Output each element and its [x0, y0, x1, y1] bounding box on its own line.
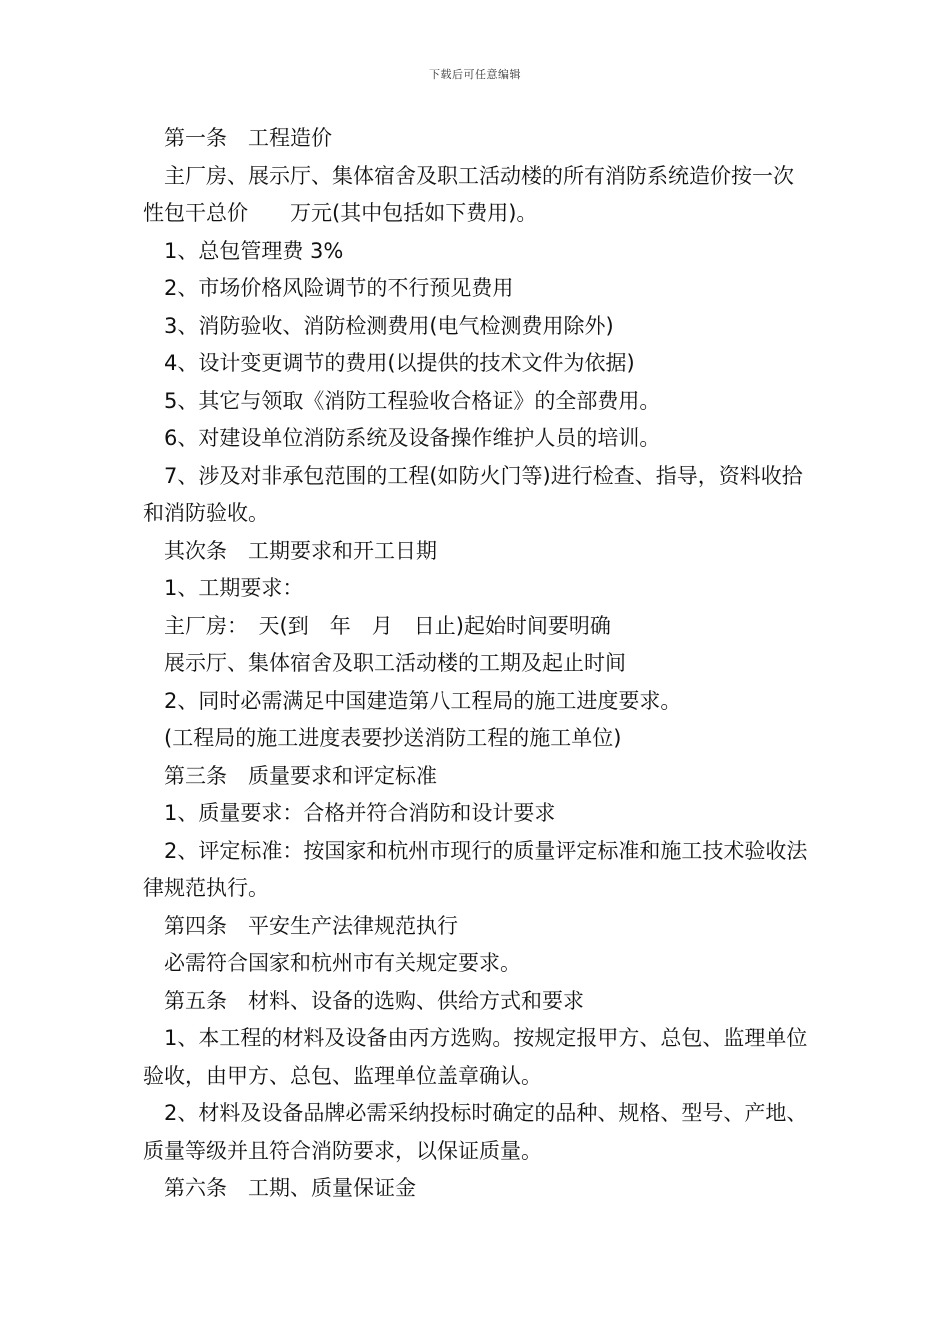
list-item: 5、其它与领取《消防工程验收合格证》的全部费用。 — [164, 388, 661, 413]
list-item: 7、涉及对非承包范围的工程(如防火门等)进行检查、指导，资料收拾和消防验收。 — [143, 463, 803, 525]
list-item: 3、消防验收、消防检测费用(电气检测费用除外) — [164, 313, 614, 338]
article-4-heading: 第四条 平安生产法律规范执行 — [164, 913, 458, 938]
paragraph: 必需符合国家和杭州市有关规定要求。 — [164, 951, 521, 975]
list-item: 2、市场价格风险调节的不行预见费用 — [164, 276, 514, 300]
article-2-heading: 其次条 工期要求和开工日期 — [164, 538, 437, 563]
paragraph: (工程局的施工进度表要抄送消防工程的施工单位) — [164, 726, 622, 750]
list-item: 2、评定标准：按国家和杭州市现行的质量评定标准和施工技术验收法律规范执行。 — [143, 838, 808, 900]
list-item: 1、本工程的材料及设备由丙方选购。按规定报甲方、总包、监理单位验收，由甲方、总包、监理单位盖章确认。 — [143, 1026, 808, 1088]
list-item: 6、对建设单位消防系统及设备操作维护人员的培训。 — [164, 426, 661, 450]
list-item: 2、同时必需满足中国建造第八工程局的施工进度要求。 — [164, 688, 682, 713]
list-item: 1、总包管理费 3% — [164, 238, 344, 263]
list-item: 1、工期要求： — [164, 576, 304, 600]
paragraph: 主厂房： 天(到 年 月 日止)起始时间要明确 — [164, 613, 611, 638]
article-6-heading: 第六条 工期、质量保证金 — [164, 1176, 416, 1200]
paragraph: 展示厅、集体宿舍及职工活动楼的工期及起止时间 — [164, 651, 626, 675]
list-item: 2、材料及设备品牌必需采纳投标时确定的品种、规格、型号、产地、质量等级并且符合消防要求，以保证质量。 — [143, 1101, 808, 1163]
document-body — [143, 120, 811, 1208]
list-item: 1、质量要求：合格并符合消防和设计要求 — [164, 801, 556, 825]
paragraph: 主厂房、展示厅、集体宿舍及职工活动楼的所有消防系统造价按一次性包干总价 万元(其中包括如下费用)。 — [143, 163, 794, 225]
page-header-note: 下载后可任意编辑 — [429, 68, 521, 81]
list-item: 4、设计变更调节的费用(以提供的技术文件为依据) — [164, 351, 635, 375]
article-5-heading: 第五条 材料、设备的选购、供给方式和要求 — [164, 988, 584, 1013]
article-1-heading: 第一条 工程造价 — [164, 126, 332, 150]
article-3-heading: 第三条 质量要求和评定标准 — [164, 763, 437, 788]
